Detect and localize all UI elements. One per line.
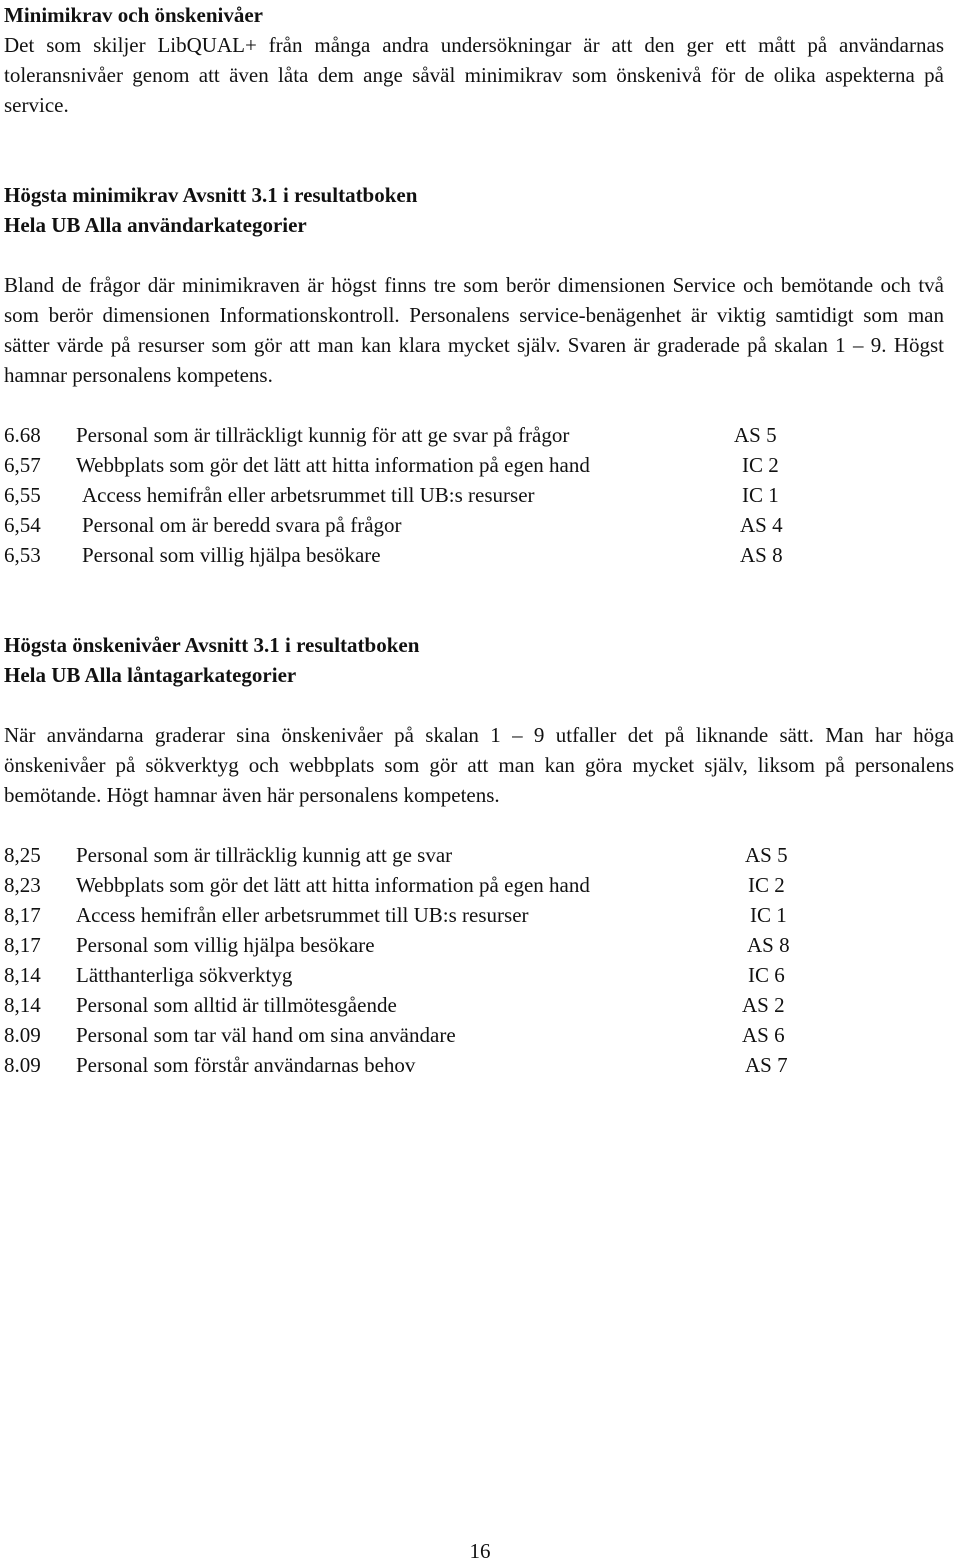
row-score: 8.09 (4, 1023, 41, 1047)
table-row (4, 990, 804, 1020)
table-row (4, 480, 804, 510)
table-row (4, 420, 804, 450)
table-row (4, 900, 804, 930)
row-code: IC 1 (742, 483, 779, 507)
heading-hogsta-onskenivaer: Högsta önskenivåer Avsnitt 3.1 i resultatboken (4, 633, 420, 657)
table-row (4, 1050, 804, 1080)
page-number: 16 (469, 1539, 491, 1563)
row-description: Personal om är beredd svara på frågor (82, 513, 402, 537)
row-description: Personal som förstår användarnas behov (76, 1053, 416, 1077)
table-row (4, 870, 804, 900)
row-description: Personal som villig hjälpa besökare (82, 543, 381, 567)
row-code: IC 2 (742, 453, 779, 477)
table-row (4, 960, 804, 990)
table-row (4, 540, 804, 570)
intro-paragraph: Det som skiljer LibQUAL+ från många andra undersökningar är att den ger ett mått på användarnas toleransnivåer genom att även låta dem ange såväl minimikrav som önskenivå för de olika aspekterna på service. (4, 33, 944, 117)
minimikrav-table (4, 420, 804, 570)
row-description: Personal som villig hjälpa besökare (76, 933, 375, 957)
row-code: AS 8 (740, 543, 783, 567)
heading-hela-ub-alla-lantagarkategorier: Hela UB Alla låntagarkategorier (4, 663, 297, 687)
table-row (4, 450, 804, 480)
heading-hogsta-minimikrav: Högsta minimikrav Avsnitt 3.1 i resultatboken (4, 183, 418, 207)
section-heading-minimikrav: Minimikrav och önskenivåer (4, 3, 264, 27)
row-score: 6,57 (4, 453, 41, 477)
row-score: 8,14 (4, 993, 41, 1017)
table-row (4, 930, 804, 960)
heading-hela-ub-alla-anvandarkategorier: Hela UB Alla användarkategorier (4, 213, 307, 237)
row-code: IC 6 (748, 963, 785, 987)
row-code: AS 4 (740, 513, 783, 537)
row-score: 6,55 (4, 483, 41, 507)
row-description: Personal som alltid är tillmötesgående (76, 993, 397, 1017)
row-description: Access hemifrån eller arbetsrummet till UB:s resurser (82, 483, 535, 507)
row-description: Lätthanterliga sökverktyg (76, 963, 293, 987)
minimikrav-paragraph: Bland de frågor där minimikraven är högst finns tre som berör dimensionen Service och bemötande och två som berör dimensionen Informationskontroll. Personalens service-benägenhet är viktig samtidigt som man sätter värde på resurser som gör att man kan klara mycket själv. Svaren är graderade på skalan 1 – 9. Högst hamnar personalens kompetens. (4, 273, 944, 387)
row-score: 8,23 (4, 873, 41, 897)
row-score: 8,17 (4, 903, 41, 927)
row-description: Personal som tar väl hand om sina användare (76, 1023, 456, 1047)
row-score: 8,17 (4, 933, 41, 957)
row-description: Personal som är tillräcklig kunnig att ge svar (76, 843, 453, 867)
table-row (4, 510, 804, 540)
row-code: IC 1 (750, 903, 787, 927)
row-score: 8,25 (4, 843, 41, 867)
onskenivaer-paragraph: När användarna graderar sina önskenivåer på skalan 1 – 9 utfaller det på liknande sätt. Man har höga önskenivåer på sökverktyg och webbplats som gör att man kan göra mycket själv, liksom på personalens bemötande. Högt hamnar även här personalens kompetens. (4, 723, 954, 807)
row-code: AS 5 (734, 423, 777, 447)
row-score: 8,14 (4, 963, 41, 987)
table-row (4, 1020, 804, 1050)
row-code: AS 7 (745, 1053, 788, 1077)
row-code: AS 5 (745, 843, 788, 867)
onskenivaer-table (4, 840, 804, 1080)
row-description: Personal som är tillräckligt kunnig för att ge svar på frågor (76, 423, 570, 447)
row-score: 6,53 (4, 543, 41, 567)
row-description: Access hemifrån eller arbetsrummet till UB:s resurser (76, 903, 529, 927)
row-code: AS 8 (747, 933, 790, 957)
row-code: AS 2 (742, 993, 785, 1017)
row-description: Webbplats som gör det lätt att hitta information på egen hand (76, 873, 590, 897)
row-code: IC 2 (748, 873, 785, 897)
row-description: Webbplats som gör det lätt att hitta information på egen hand (76, 453, 590, 477)
row-score: 6.68 (4, 423, 41, 447)
table-row (4, 840, 804, 870)
row-code: AS 6 (742, 1023, 785, 1047)
row-score: 8.09 (4, 1053, 41, 1077)
row-score: 6,54 (4, 513, 41, 537)
